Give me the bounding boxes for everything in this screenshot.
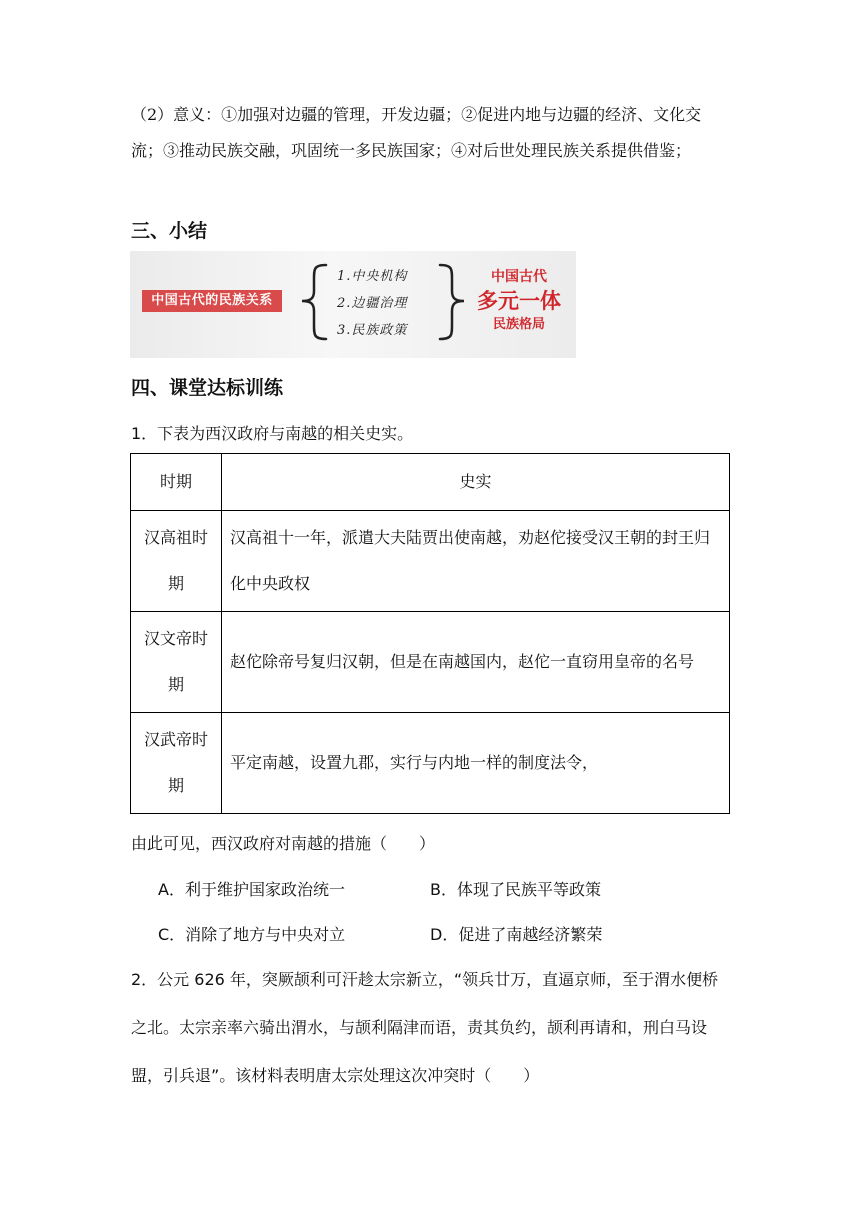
table-row bbox=[131, 511, 730, 612]
section-3-title: 三、小结 bbox=[131, 220, 208, 242]
summary-result-line-3: 民族格局 bbox=[492, 317, 545, 332]
table-header-row bbox=[131, 454, 730, 511]
table-row bbox=[131, 612, 730, 713]
summary-topic-label: 中国古代的民族关系 bbox=[142, 290, 282, 312]
question-1-prompt: 由此可见，西汉政府对南越的措施（ ） bbox=[131, 834, 436, 853]
significance-paragraph: （2）意义：①加强对边疆的管理，开发边疆；②促进内地与边疆的经济、文化交流；③推动民族交融，巩固统一多民族国家；④对后世处理民族关系提供借鉴； bbox=[131, 105, 702, 160]
option-b[interactable]: B．体现了民族平等政策 bbox=[430, 880, 601, 899]
table-cell-fact: 赵佗除帝号复归汉朝，但是在南越国内，赵佗一直窃用皇帝的名号 bbox=[222, 612, 730, 713]
summary-item-2: 2.边疆治理 bbox=[337, 296, 408, 311]
table-header-fact: 史实 bbox=[222, 454, 730, 511]
option-d[interactable]: D．促进了南越经济繁荣 bbox=[430, 925, 603, 944]
summary-result-line-1: 中国古代 bbox=[491, 269, 547, 285]
table-cell-period: 汉武帝时期 bbox=[131, 713, 222, 814]
table-cell-fact: 汉高祖十一年，派遣大夫陆贾出使南越，劝赵佗接受汉王朝的封王归化中央政权 bbox=[222, 511, 730, 612]
summary-result-line-2: 多元一体 bbox=[477, 289, 561, 313]
summary-image bbox=[130, 251, 576, 358]
option-a[interactable]: A．利于维护国家政治统一 bbox=[158, 880, 345, 899]
option-c[interactable]: C．消除了地方与中央对立 bbox=[158, 925, 346, 944]
section-4-title: 四、课堂达标训练 bbox=[131, 377, 284, 399]
question-1-stem: 1．下表为西汉政府与南越的相关史实。 bbox=[131, 424, 414, 443]
question-2-text: 2．公元 626 年，突厥颉利可汗趁太宗新立，“领兵廿万，直逼京师，至于渭水便桥之北。太宗亲率六骑出渭水，与颉利隔津而语，责其负约，颉利再请和，刑白马设盟，引兵退”。该材料表明唐太宗处理这次冲突时（ ） bbox=[131, 970, 719, 1085]
table-row bbox=[131, 713, 730, 814]
table-header-period: 时期 bbox=[131, 454, 222, 511]
history-facts-table bbox=[130, 453, 730, 814]
summary-item-3: 3.民族政策 bbox=[337, 323, 408, 338]
summary-result bbox=[475, 267, 563, 335]
table-cell-period: 汉文帝时期 bbox=[131, 612, 222, 713]
table-cell-fact: 平定南越，设置九郡，实行与内地一样的制度法令， bbox=[222, 713, 730, 814]
table-cell-period: 汉高祖时期 bbox=[131, 511, 222, 612]
summary-item-1: 1.中央机构 bbox=[337, 269, 408, 284]
